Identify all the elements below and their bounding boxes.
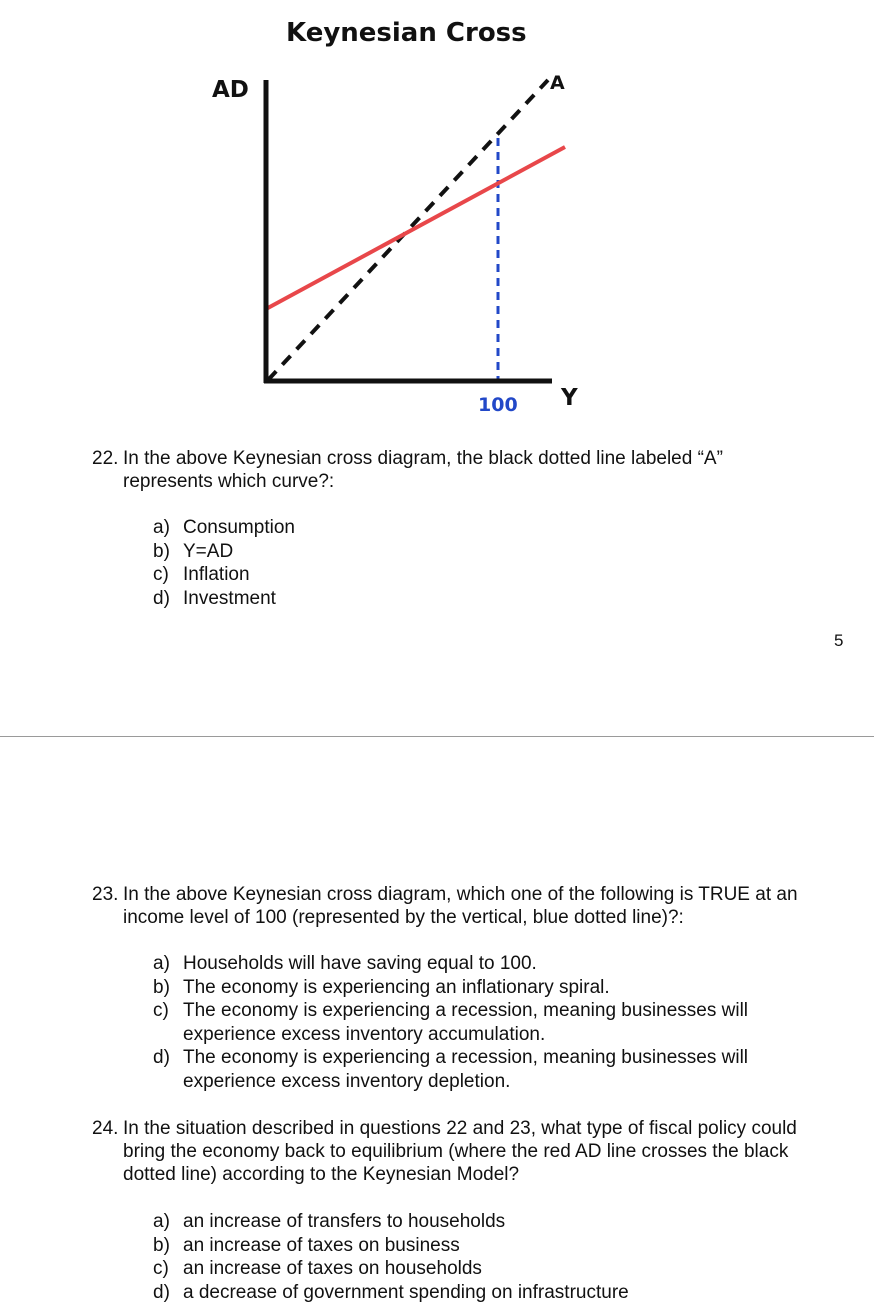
page-number: 5 xyxy=(834,631,844,650)
question-22-options xyxy=(153,516,753,610)
answer-option[interactable]: d) Investment xyxy=(153,587,276,609)
question-text-line: In the above Keynesian cross diagram, the black dotted line labeled “A” xyxy=(123,448,723,469)
page-divider xyxy=(0,736,874,737)
question-23 xyxy=(92,883,862,931)
x-axis-label: Y xyxy=(561,385,578,411)
question-text-line: bring the economy back to equilibrium (where the red AD line crosses the black xyxy=(123,1141,789,1162)
question-text-line: income level of 100 (represented by the vertical, blue dotted line)?: xyxy=(123,907,684,928)
question-24 xyxy=(92,1117,862,1187)
question-number: 24. xyxy=(92,1118,119,1139)
question-number: 23. xyxy=(92,884,119,905)
line-a-label: A xyxy=(550,72,565,94)
answer-option[interactable]: c) an increase of taxes on households xyxy=(153,1258,482,1279)
y-axis-label: AD xyxy=(212,77,249,103)
question-number: 22. xyxy=(92,448,119,469)
answer-option[interactable]: a) Consumption xyxy=(153,517,295,538)
question-text-line: In the above Keynesian cross diagram, which one of the following is TRUE at an xyxy=(123,884,798,905)
question-text-line: In the situation described in questions 22 and 23, what type of fiscal policy could xyxy=(123,1118,797,1139)
question-text-line: dotted line) according to the Keynesian Model? xyxy=(123,1164,520,1185)
answer-option[interactable]: b) The economy is experiencing an inflationary spiral. xyxy=(153,976,610,998)
answer-option[interactable]: c) The economy is experiencing a recession, meaning businesses will experience excess inventory accumulation. xyxy=(153,1000,749,1045)
question-22 xyxy=(92,447,852,495)
answer-option[interactable]: a) an increase of transfers to households xyxy=(153,1211,506,1232)
question-text-line: represents which curve?: xyxy=(123,471,335,492)
answer-option[interactable]: a) Households will have saving equal to 100. xyxy=(153,953,537,974)
answer-option[interactable]: d) a decrease of government spending on infrastructure xyxy=(153,1281,629,1303)
keynesian-cross-diagram xyxy=(0,0,874,430)
answer-option[interactable]: c) Inflation xyxy=(153,564,250,585)
income-tick-label: 100 xyxy=(478,394,518,416)
answer-option[interactable]: b) an increase of taxes on business xyxy=(153,1234,460,1256)
answer-option[interactable]: b) Y=AD xyxy=(153,540,234,562)
ad-line xyxy=(266,147,565,309)
diagram-title: Keynesian Cross xyxy=(286,18,527,48)
answer-option[interactable]: d) The economy is experiencing a recession, meaning businesses will experience excess inventory depletion. xyxy=(153,1047,749,1092)
question-23-options xyxy=(153,952,833,1093)
question-24-options xyxy=(153,1210,833,1304)
